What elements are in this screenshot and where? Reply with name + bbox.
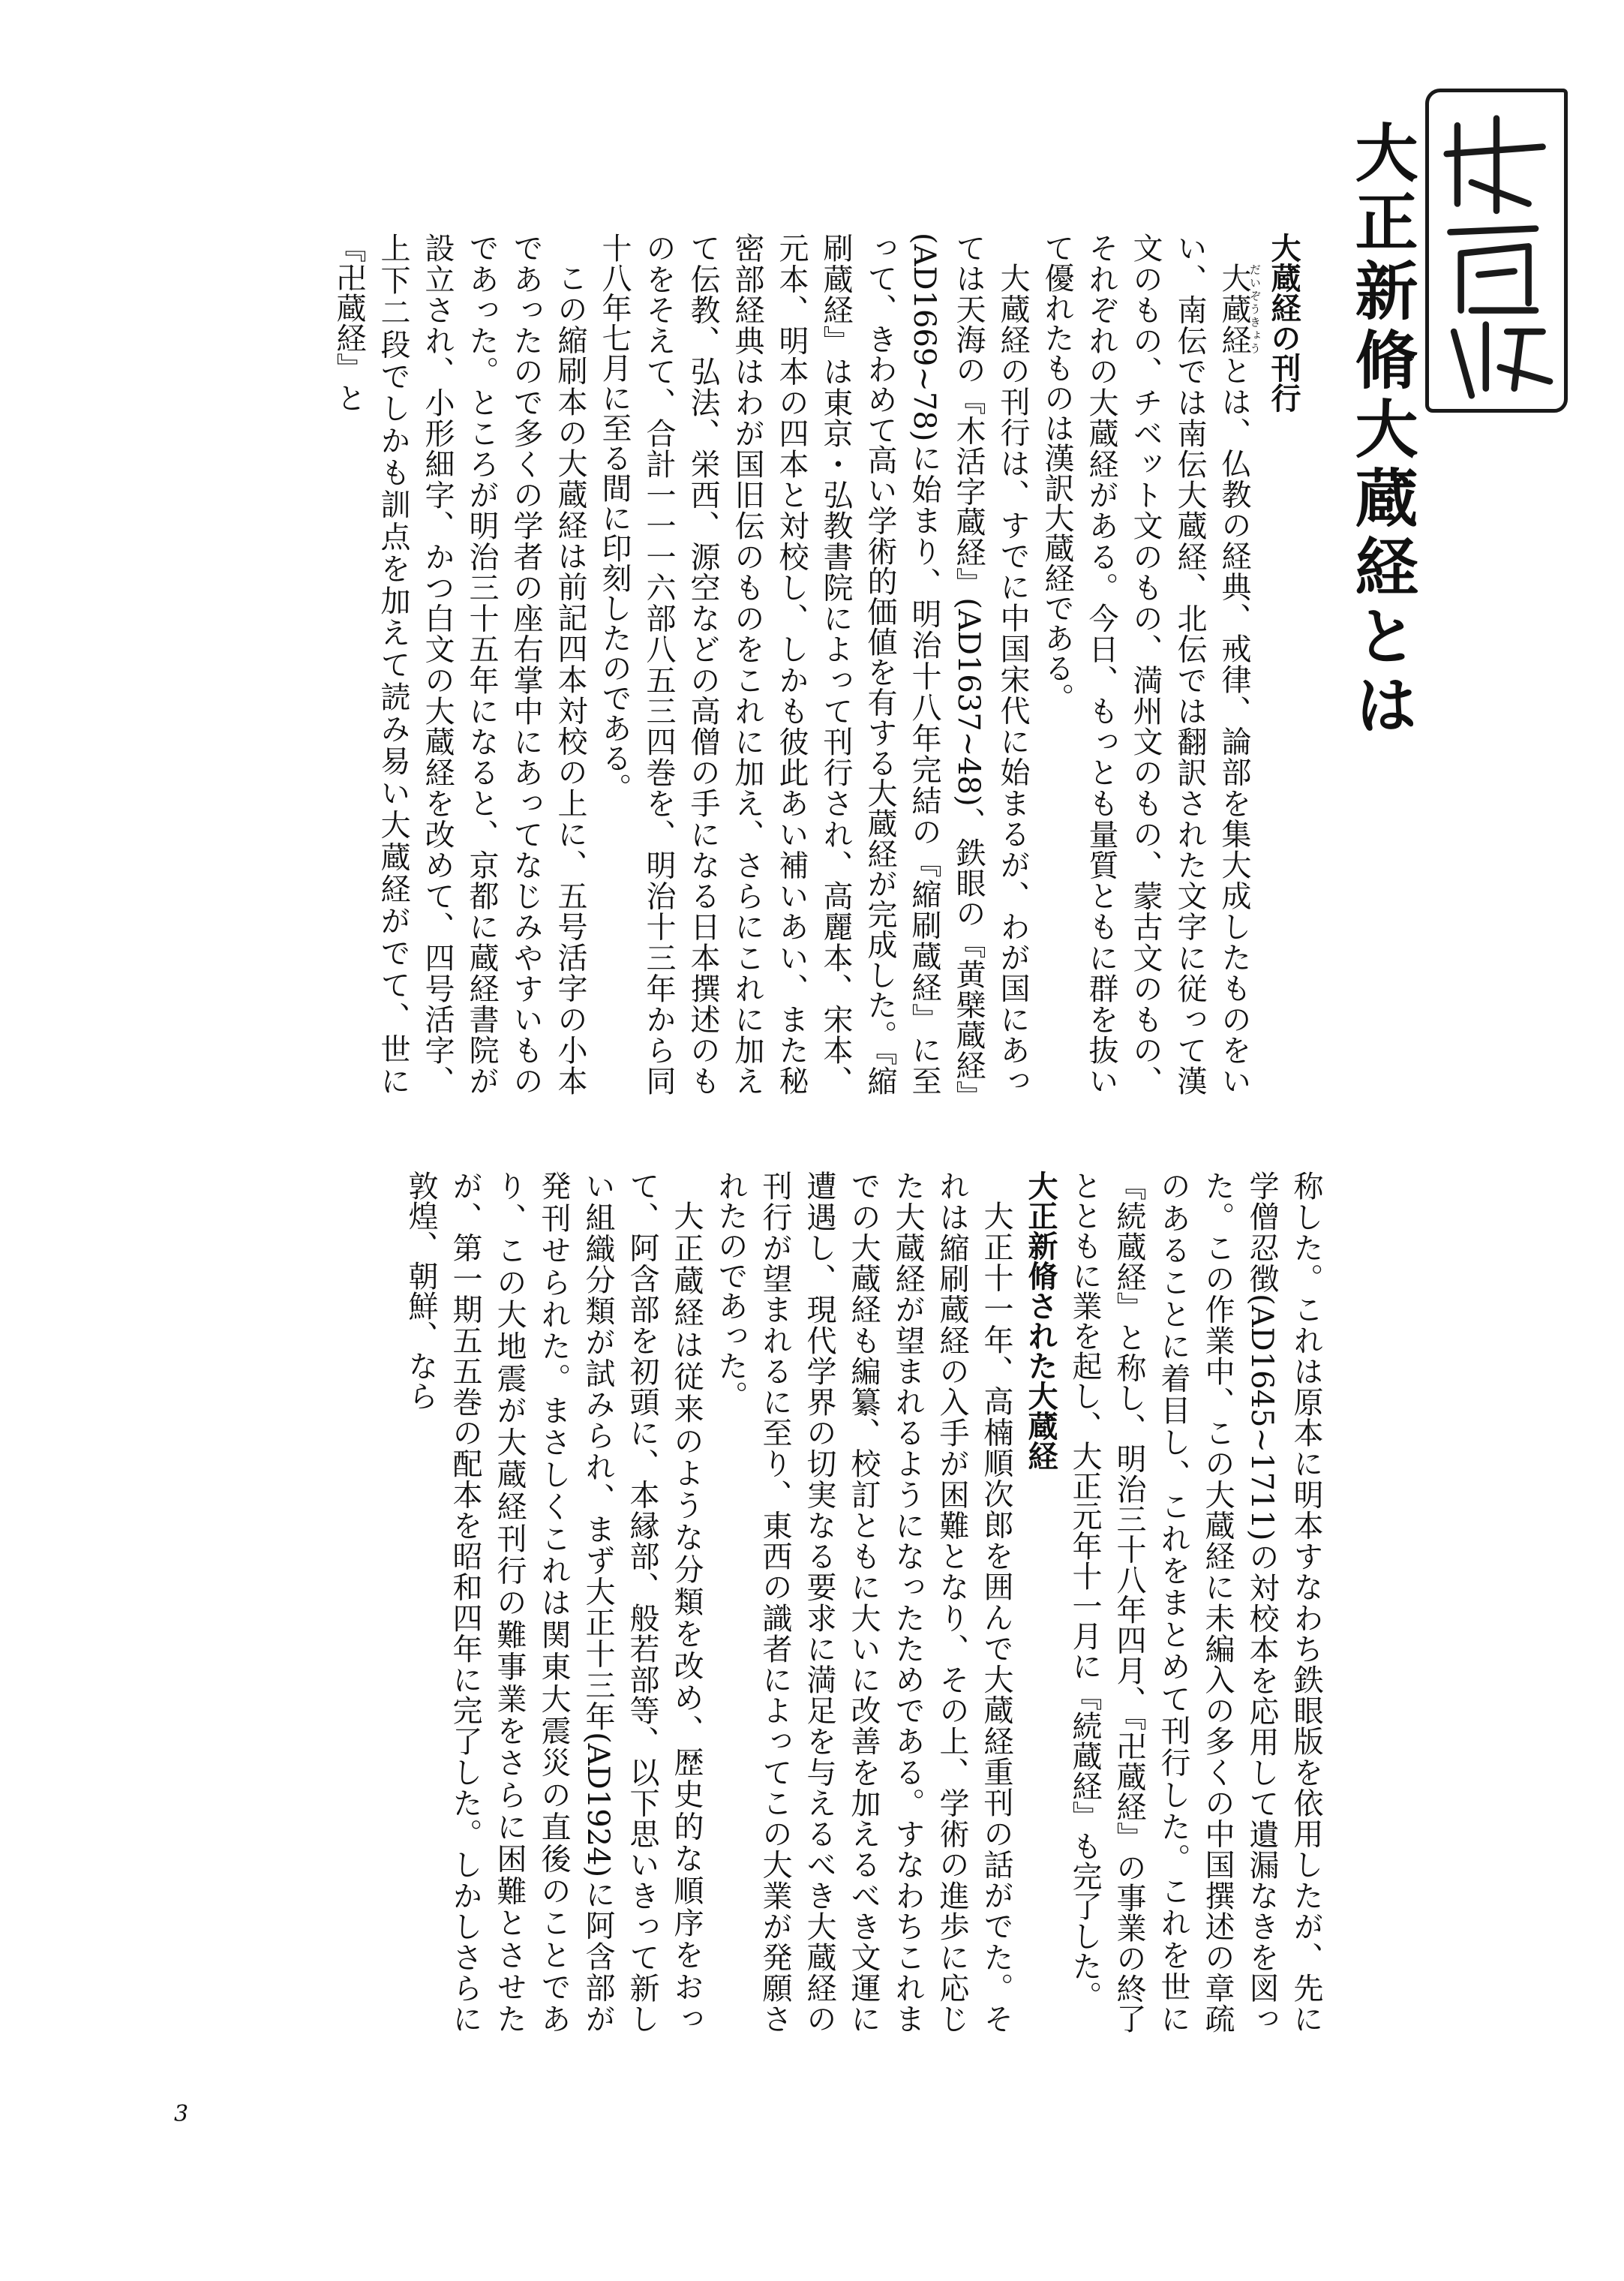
calligraphy-seal	[1425, 89, 1568, 413]
paragraph-shukusatsu: この縮刷本の大蔵経は前記四本対校の上に、五号活字の小本であったので多くの学者の座右掌中にあってなじみやすいものであった。ところが明治三十五年になると、京都に蔵経書院が設立され、小形細字、かつ白文の大蔵経を改めて、四号活字、上下二段でしかも訓点を加えて読み易い大蔵経がでて、世に『卍蔵経』と	[332, 233, 587, 1095]
calligraphy-brush-icon	[1429, 92, 1564, 409]
upper-text-block	[128, 233, 1305, 1126]
paragraph-history: 大蔵経の刊行は、すでに中国宋代に始まるが、わが国にあっては天海の『木活字蔵経』(AD1637~48)、鉄眼の『黄檗蔵経』(AD1669~78)に始まり、明治十八年完結の『縮刷蔵経』に至って、きわめて高い学術的価値を有する大蔵経が完成した。『縮刷蔵経』は東京・弘教書院によって刊行され、高麗本、宋本、元本、明本の四本と対校し、しかも彼此あい補いあい、また秘密部経典はわが国旧伝のものをこれに加え、さらにこれに加えて伝教、弘法、栄西、源空などの高僧の手になる日本撰述のものをそえて、合計一一一六部八五三四巻を、明治十三年から同十八年七月に至る間に印刻したのである。	[597, 233, 1030, 1096]
furigana-daizokyo: 大蔵経だいぞうきょう	[1217, 263, 1262, 356]
section-heading-taisho: 大正新脩された大蔵経	[1023, 1171, 1058, 1471]
page-title: 大正新脩大蔵経とは	[1345, 120, 1419, 741]
paragraph-definition: 大蔵経だいぞうきょうとは、仏教の経典、戒律、論部を集大成したものをい い、南伝では南伝大蔵経、北伝では翻訳された文字に従って漢文のもの、チベット文のもの、満州文のもの、蒙古文のもの、それぞれの大蔵経がある。今日、もっとも量質ともに群を抜いて優れたものは漢訳大蔵経である。	[1040, 233, 1262, 1126]
page-number: 3	[174, 2101, 189, 2127]
paragraph-taisho-classification: 大正蔵経は従来のような分類を改め、歴史的な順序をおって、阿含部を初頭に、本縁部、般若部等、以下思いきって新しい組織分類が試みられ、まず大正十三年(AD1924)に阿含部が発刊せられた。まさしくこれは関東大震災の直後のことであり、この大地震が大蔵経刊行の難事業をさらに困難とさせたが、第一期五五巻の配本を昭和四年に完了した。しかしさらに敦煌、朝鮮、なら	[404, 1171, 704, 2034]
paragraph-taisho-origin: 大正十一年、高楠順次郎を囲んで大蔵経重刊の話がでた。それは縮刷蔵経の入手が困難となり、その上、学術の進歩に応じた大蔵経が望まれるようになったためである。すなわちこれまでの大蔵経も編纂、校訂ともに大いに改善を加えるべき文運に遭遇し、現代学界の切実なる要求に満足を与えるべき大蔵経の刊行が望まれるに至り、東西の識者によってこの大業が発願されたのであった。	[713, 1171, 1013, 2033]
section-heading-publication: 大蔵経の刊行	[1266, 233, 1301, 413]
lower-text-block	[128, 1171, 1328, 2033]
paragraph-continuation: 称した。これは原本に明本すなわち鉄眼版を依用したが、先に学僧忍徴(AD1645~1711)の対校本を応用して遺漏なきを図った。この作業中、この大蔵経に未編入の多くの中国撰述の章疏のあることに着目し、これをまとめて刊行した。これを世に『続蔵経』と称し、明治三十八年四月、『卍蔵経』の事業の終了とともに業を起し、大正元年十一月に『続蔵経』も完了した。	[1067, 1171, 1323, 2034]
